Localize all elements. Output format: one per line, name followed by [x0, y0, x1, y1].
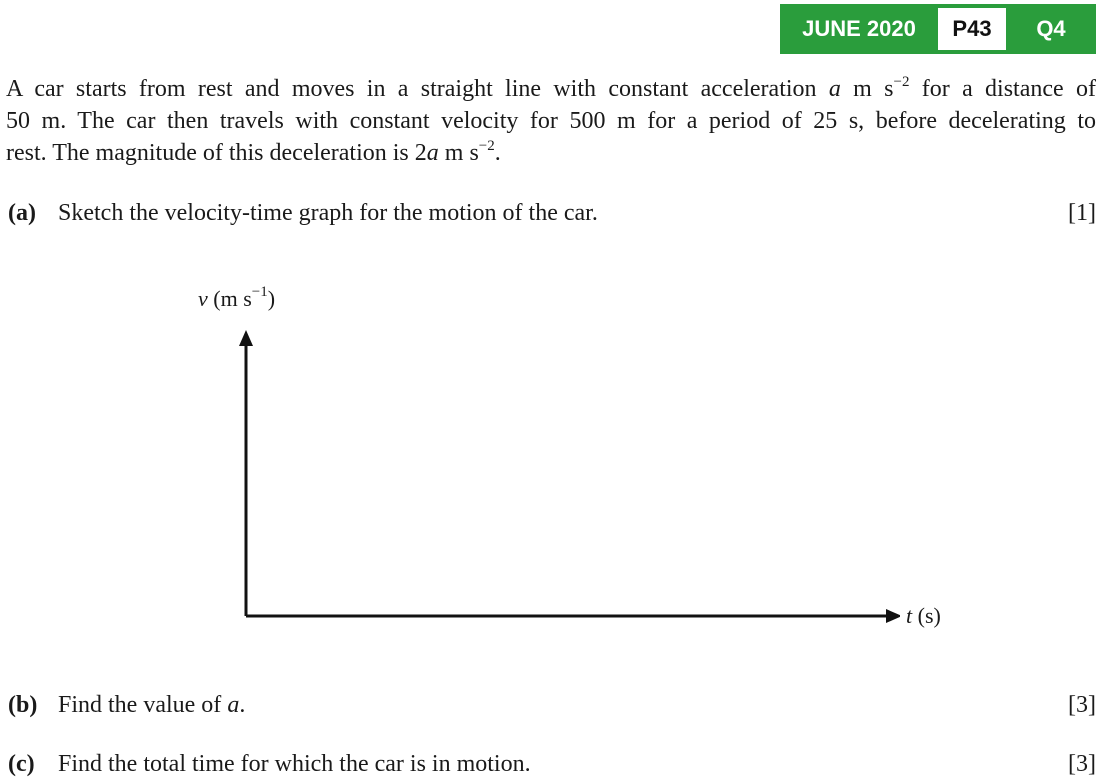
question-badge — [780, 4, 1096, 54]
part-a — [8, 200, 1096, 227]
part-c-marks: [3] — [1068, 751, 1096, 777]
part-c-label: (c) — [8, 751, 35, 777]
part-b-text: Find the value of a. — [58, 692, 246, 718]
part-a-marks: [1] — [1068, 200, 1096, 226]
part-c-text: Find the total time for which the car is in motion. — [58, 751, 531, 777]
paper-code: P43 — [938, 8, 1006, 50]
question-stem — [6, 73, 1096, 169]
x-axis-arrowhead — [886, 609, 900, 623]
part-a-text: Sketch the velocity-time graph for the motion of the car. — [58, 200, 598, 226]
part-b-marks: [3] — [1068, 692, 1096, 718]
part-a-label: (a) — [8, 200, 36, 226]
axes-drawing — [180, 270, 900, 650]
stem-line-3: rest. The magnitude of this deceleration is 2a m $s^{-2}$. — [6, 138, 501, 166]
part-c — [8, 751, 1096, 778]
question-number: Q4 — [1036, 16, 1066, 41]
part-b-label: (b) — [8, 692, 38, 718]
stem-line-2: 50 m. The car then travels with constant velocity for 500 m for a period of 25 s, before decelerating to — [6, 108, 1096, 134]
exam-date: JUNE 2020 — [802, 16, 916, 41]
x-axis-label: t (s) — [906, 603, 941, 628]
y-axis-arrowhead — [239, 330, 253, 346]
stem-line-1: A car starts from rest and moves in a straight line with constant acceleration a m $s^{-2}$ for a distance of — [6, 74, 1096, 102]
part-b — [8, 692, 1096, 719]
y-axis-label: v (m $s^{-1}$) — [198, 284, 276, 311]
